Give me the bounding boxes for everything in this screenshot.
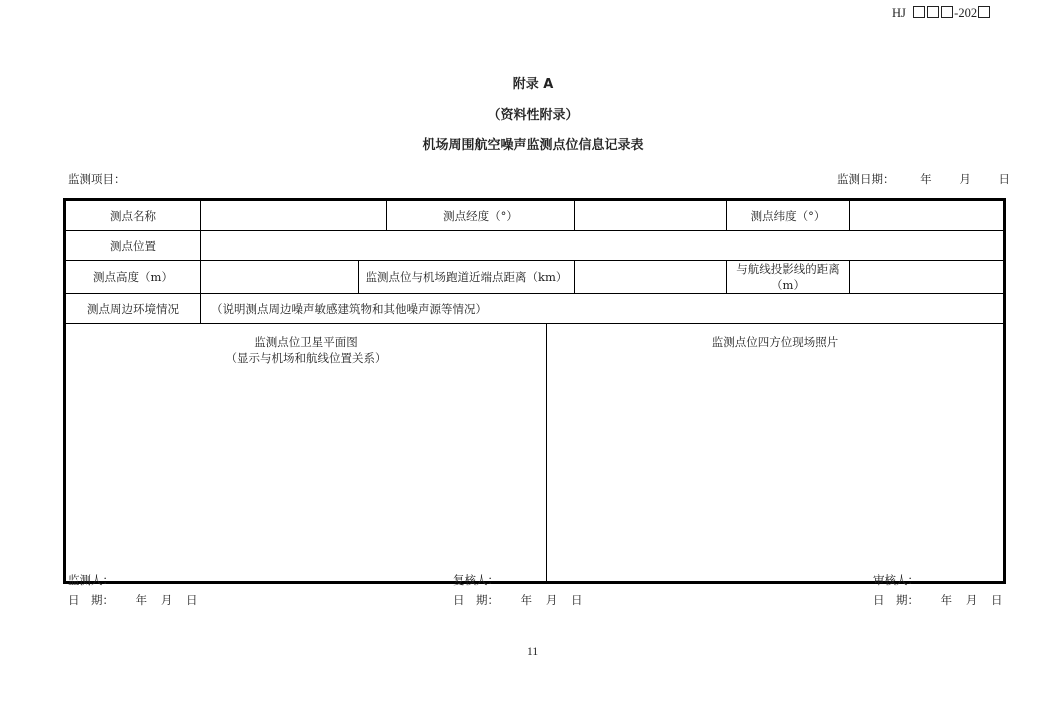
year-label: 年 [940,593,953,607]
day-label: 日 [998,172,1010,186]
runway-distance-label: 监测点位与机场跑道近端点距离（km） [359,261,575,294]
longitude-label: 测点经度（°） [387,200,575,231]
date-label: 日 期： [873,593,919,607]
month-label: 月 [959,172,971,186]
standard-code [892,6,991,21]
location-label: 测点位置 [65,231,201,261]
month-label: 月 [160,593,173,607]
date-label: 监测日期： [837,172,895,186]
point-name-label: 测点名称 [65,200,201,231]
reviewer-label: 复核人： [453,573,499,587]
height-value[interactable] [201,261,359,294]
monitor-date-line [68,592,197,608]
year-label: 年 [920,172,932,186]
appendix-title: 附录 A [512,77,554,92]
runway-distance-value[interactable] [575,261,727,294]
placeholder-box [941,6,953,18]
date-label: 日 期： [68,593,114,607]
year-label: 年 [135,593,148,607]
auditor-date-line [873,592,1002,608]
site-photo-title: 监测点位四方位现场照片 [711,335,839,349]
point-name-value[interactable] [201,200,387,231]
month-label: 月 [965,593,978,607]
monitor-date [837,171,1010,187]
table-title: 机场周围航空噪声监测点位信息记录表 [422,138,644,153]
standard-prefix: HJ [892,6,906,20]
project-label: 监测项目： [68,172,126,186]
day-label: 日 [990,593,1003,607]
environment-label: 测点周边环境情况 [65,294,201,324]
site-photo-cell[interactable] [547,324,1005,583]
page-number: 11 [527,646,539,658]
satellite-map-hint: （显示与机场和航线位置关系） [225,351,387,365]
latitude-value[interactable] [850,200,1005,231]
height-label: 测点高度（m） [65,261,201,294]
latitude-label: 测点纬度（°） [727,200,850,231]
day-label: 日 [185,593,198,607]
auditor-label: 审核人： [873,573,919,587]
table-row [65,294,1005,324]
appendix-type: （资料性附录） [487,108,579,123]
environment-value[interactable]: （说明测点周边噪声敏感建筑物和其他噪声源等情况） [201,294,1005,324]
record-table [63,198,1006,584]
standard-year: -202 [954,6,978,20]
date-label: 日 期： [453,593,499,607]
longitude-value[interactable] [575,200,727,231]
route-distance-value[interactable] [850,261,1005,294]
reviewer-date-line [453,592,582,608]
table-row [65,261,1005,294]
year-label: 年 [520,593,533,607]
monitor-person-label: 监测人： [68,573,114,587]
placeholder-box [927,6,939,18]
table-row [65,324,1005,583]
satellite-map-title: 监测点位卫星平面图 [254,335,358,349]
location-value[interactable] [201,231,1005,261]
month-label: 月 [545,593,558,607]
route-distance-label: 与航线投影线的距离（m） [727,261,850,294]
satellite-map-cell[interactable] [65,324,547,583]
placeholder-box [913,6,925,18]
table-row [65,231,1005,261]
placeholder-box [978,6,990,18]
table-row [65,200,1005,231]
day-label: 日 [570,593,583,607]
